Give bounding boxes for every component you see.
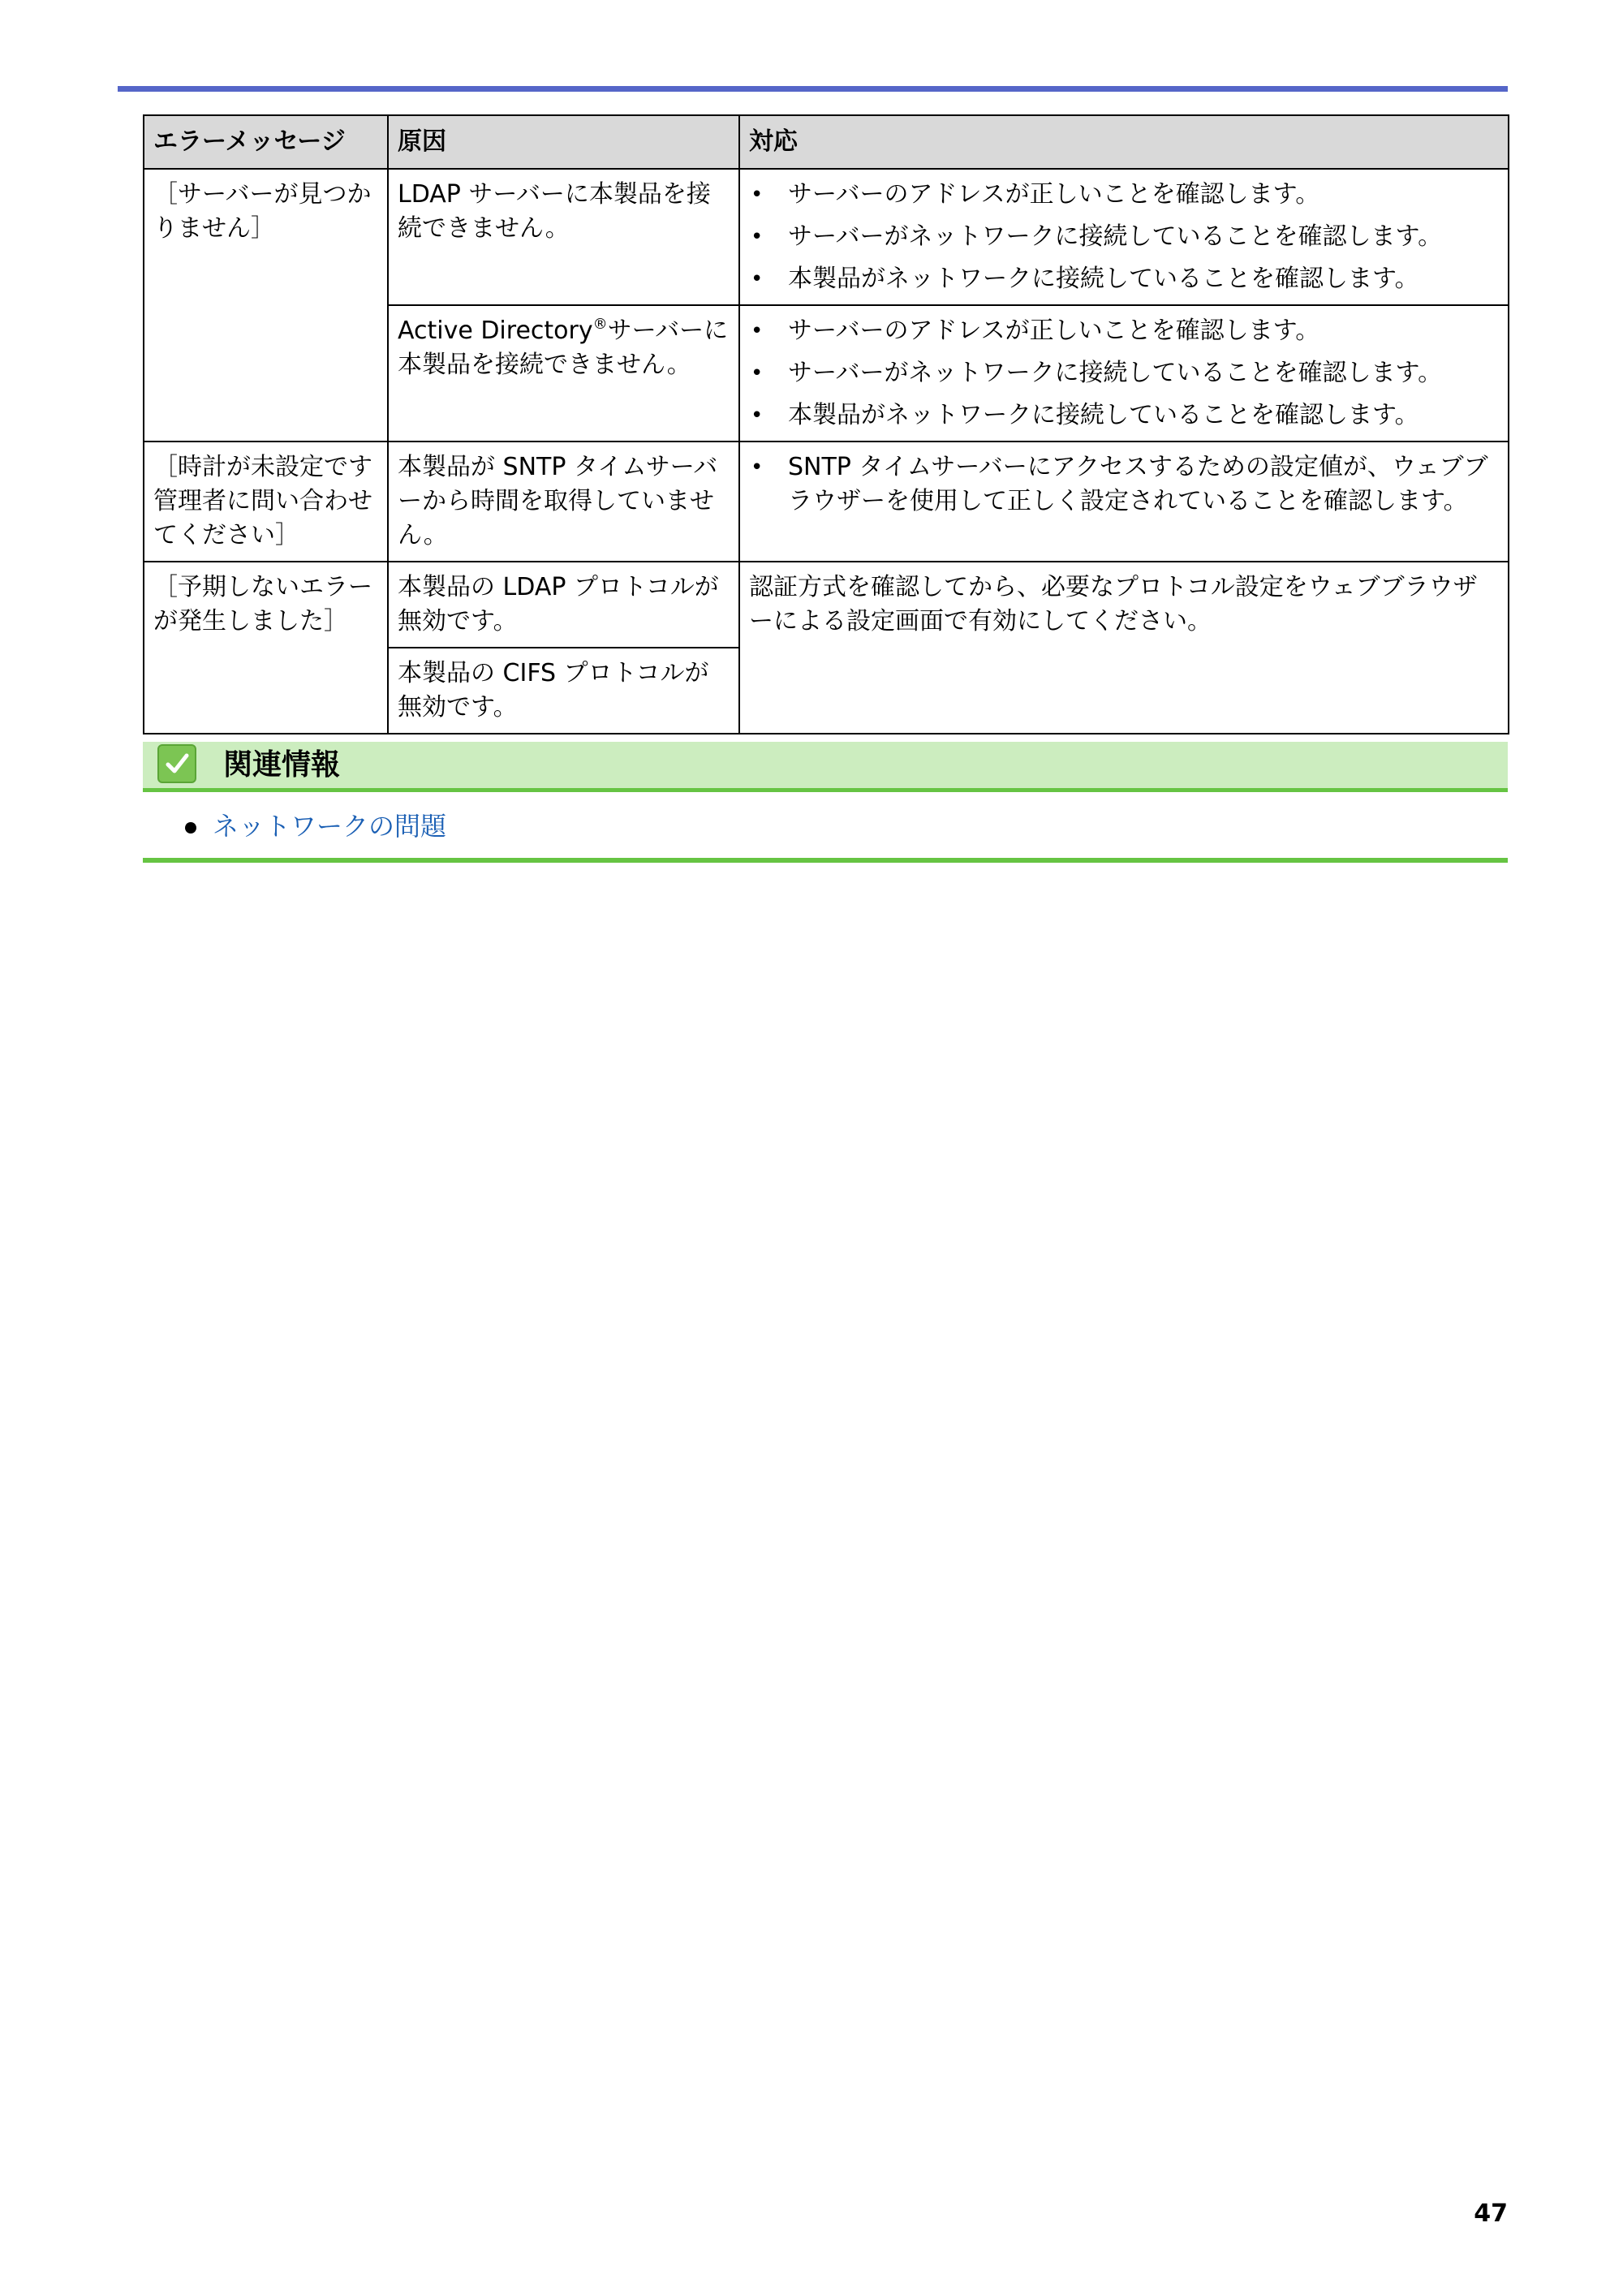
- action-item: • サーバーのアドレスが正しいことを確認します。: [749, 314, 1500, 348]
- action-list: [749, 450, 1500, 519]
- action-item: • サーバーのアドレスが正しいことを確認します。: [749, 178, 1500, 212]
- bullet-icon: [185, 822, 196, 834]
- error-message-cell: ［サーバーが見つかりません］: [144, 169, 388, 442]
- top-rule: [118, 86, 1508, 92]
- action-cell: 認証方式を確認してから、必要なプロトコル設定をウェブブラウザーによる設定画面で有効にしてください。: [739, 562, 1509, 734]
- table-row: [144, 562, 1509, 648]
- header-action: 対応: [739, 115, 1509, 169]
- link-network-problems[interactable]: ネットワークの問題: [213, 811, 447, 842]
- cause-cell: 本製品の LDAP プロトコルが無効です。: [388, 562, 739, 648]
- cause-cell: 本製品の CIFS プロトコルが無効です。: [388, 648, 739, 734]
- error-message-cell: ［予期しないエラーが発生しました］: [144, 562, 388, 734]
- error-table: [143, 114, 1509, 734]
- action-item: • サーバーがネットワークに接続していることを確認します。: [749, 220, 1500, 254]
- action-cell: [739, 442, 1509, 562]
- page-number: 47: [1474, 2199, 1508, 2228]
- table-row: [144, 442, 1509, 562]
- related-info-header: [143, 742, 1508, 792]
- action-list: [749, 314, 1500, 433]
- action-cell: [739, 169, 1509, 305]
- related-info-bottom-rule: [143, 858, 1508, 863]
- table-header-row: [144, 115, 1509, 169]
- action-item: • 本製品がネットワークに接続していることを確認します。: [749, 262, 1500, 296]
- action-item: • サーバーがネットワークに接続していることを確認します。: [749, 356, 1500, 390]
- cause-cell: LDAP サーバーに本製品を接続できません。: [388, 169, 739, 305]
- action-list: [749, 178, 1500, 296]
- header-cause: 原因: [388, 115, 739, 169]
- checkmark-icon: [157, 744, 196, 783]
- cause-cell: [388, 305, 739, 442]
- cause-text: Active Directory: [398, 317, 593, 345]
- action-cell: [739, 305, 1509, 442]
- error-message-cell: ［時計が未設定です管理者に問い合わせてください］: [144, 442, 388, 562]
- related-info-title: 関連情報: [223, 748, 341, 782]
- cause-text: サーバーに本製品を接続できません。: [398, 317, 729, 379]
- registered-mark: ®: [592, 316, 608, 333]
- cause-cell: 本製品が SNTP タイムサーバーから時間を取得していません。: [388, 442, 739, 562]
- action-item: • 本製品がネットワークに接続していることを確認します。: [749, 398, 1500, 433]
- table-row: [144, 169, 1509, 305]
- header-error-message: エラーメッセージ: [144, 115, 388, 169]
- action-item: • SNTP タイムサーバーにアクセスするための設定値が、ウェブブラウザーを使用して正しく設定されていることを確認します。: [749, 450, 1500, 519]
